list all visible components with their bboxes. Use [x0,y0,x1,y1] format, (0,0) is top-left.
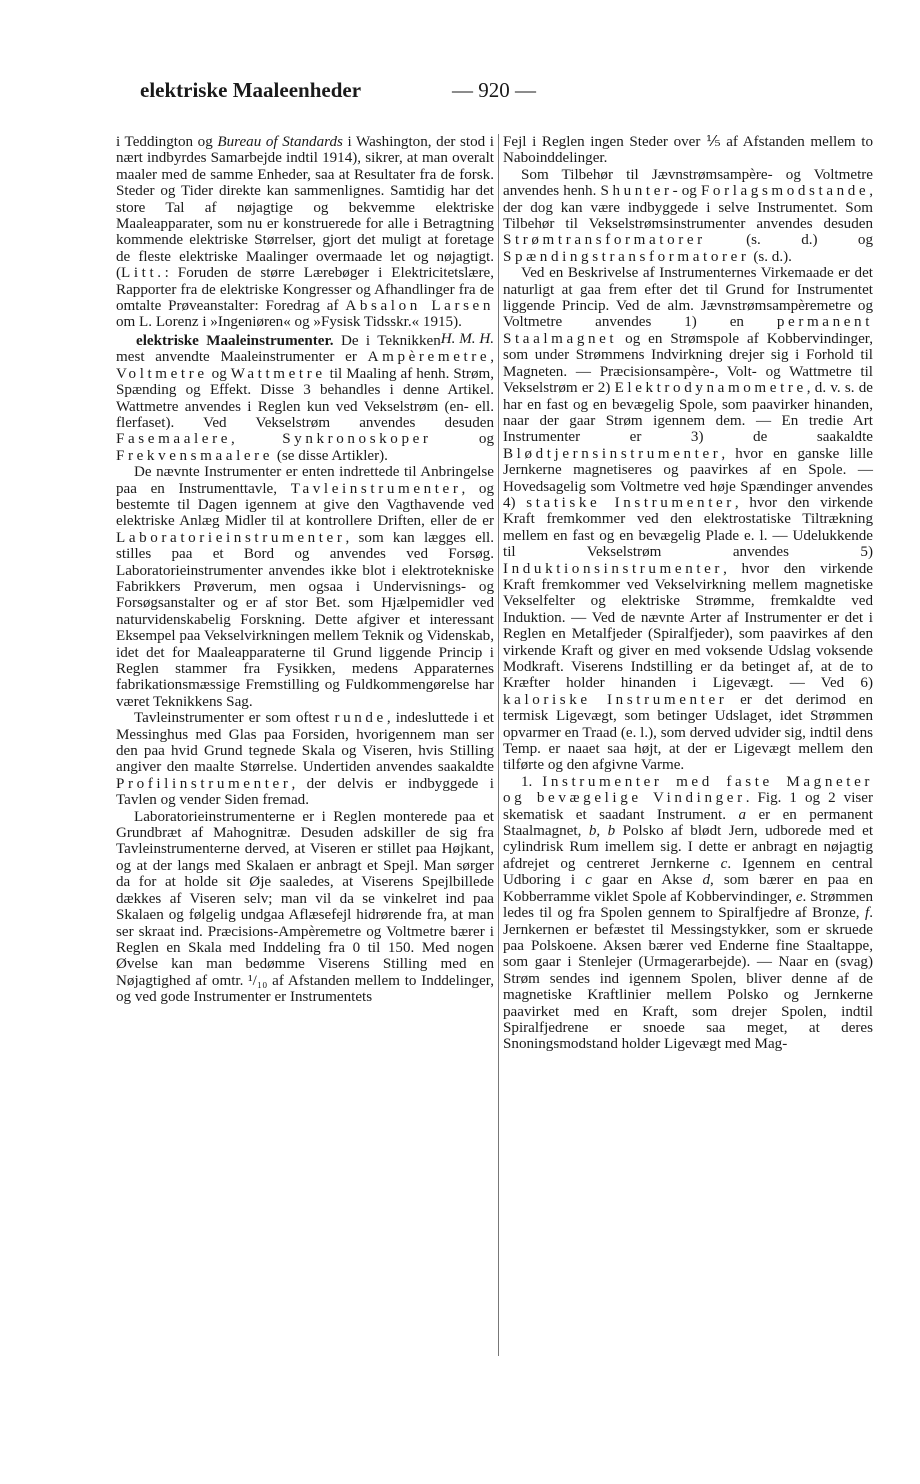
section-heading: Instrumenter med faste Magneter og bevægelige Vindinger [503,773,873,807]
paragraph: Ved en Beskrivelse af Instrumenternes Virkemaade er det naturligt at gaa frem efter det til Grund for Instrumentet liggende Princip. Ved de alm. Jævnstrømsampèremetre og Voltmetre anvendes 1) en permanent Staalmagnet og en Strømspole af Kobbervindinger, som under Strømmens Indvirkning drejer sig i Forhold til Magneten. — Præcisionsampère-, Volt- og Wattmetre til Vekselstrøm er 2) Elektrodynamometre, d. v. s. de har en fast og en bevægelig Spole, som paavirker hinanden, naar der gaar Strøm igennem dem. — En tredie Art Instrumenter er 3) de saakaldte Blødtjernsinstrumenter, hvor en ganske lille Jernkerne magnetiseres og paavirkes af en Spole. — Hovedsagelig som Voltmetre ved høje Spændinger anvendes 4) statiske Instrumenter, hvor den virkende Kraft fremkommer ved den elektrostatiske Tiltrækning mellem en fast og en bevægelig Plade e. l. — Udelukkende til Vekselstrøm anvendes 5) Induktionsinstrumenter, hvor den virkende Kraft fremkommer ved Vekselvirkning mellem magnetiske Vekselfelter og elektriske Strømme, fremkaldte ved Induktion. — Ved de nævnte Arter af Instrumenter er det i Reglen en Metalfjeder (Spiralfjeder), som paavirkes af den virkende Kraft og giver en med voksende Udslag voksende Modkraft. Viserens Indstilling er da betinget af, at de to Kræfter holder hinanden i Ligevægt. — Ved 6) kaloriske Instrumenter er det derimod en termisk Ligevægt, som betinger Udslaget, idet Strømmen opvarmer en Traad (e. l.), som derved udvider sig, indtil dens Temp. er naaet saa højt, at der er Ligevægt mellem den tilførte og den afgivne Varme. [503,265,873,774]
paragraph: i Teddington og Bureau of Standards i Washington, der stod i nært indbyrdes Samarbejde indtil 1914), sikrer, at man overalt maaler med de samme Enheder, saa at Resultater fra de forsk. Steder og Tider direkte kan sammenlignes. Samtidig har det store Tal af nøjagtige og bekvemme elektriske Maaleapparater, som nu er konstruerede for alle i Betragtning kommende elektriske Størrelser, gjort det muligt at foretage de fleste elektriske Maalinger overmaade let og nøjagtigt. (Litt.: Foruden de større Lærebøger i Elektricitetslære, Rapporter fra de elektriske Kongresser og Afhandlinger fra de omtalte Prøveanstalter: Foredrag af Absalon Larsen om L. Lorenz i »Ingeniøren« og »Fysisk Tidsskr.« 1915). H. M. H. [116,134,495,347]
running-title: elektriske Maaleenheder [140,78,362,102]
right-column [503,134,873,1053]
author-initials: H. M. H. [440,330,494,347]
page-number: — 920 — [452,78,536,102]
paragraph: Fejl i Reglen ingen Steder over ⅕ af Afstanden mellem to Naboinddelinger. [503,134,873,167]
running-header [140,78,880,108]
paragraph: Tavleinstrumenter er som oftest runde, indesluttede i et Messinghus med Glas paa Forsiden, hvorigennem man ser den paa hvid Grund tegnede Skala og Viseren, hvis Stilling angiver den maalte Størrelse. Undertiden anvendes saakaldte Profilinstrumenter, der delvis er indbyggede i Tavlen og vender Siden fremad. [116,710,494,809]
column-rule [498,134,499,1356]
left-column [116,134,494,1006]
paragraph: Som Tilbehør til Jævnstrømsampère- og Voltmetre anvendes henh. Shunter- og Forlagsmodstande, der dog kan være indbyggede i selve Instrumentet. Som Tilbehør til Vekselstrømsinstrumenter anvendes desuden Strømtransformatorer (s. d.) og Spændingstransformatorer (s. d.). [503,166,873,265]
paragraph: Laboratorieinstrumenterne er i Reglen monterede paa et Grundbræt af Mahognitræ. Desuden adskiller de sig fra Tavleinstrumenterne derved, at Viseren er stillet paa Højkant, og at der langs med Skalaen er anbragt et Spejl. Man sørger da for at holde sit Øje saaledes, at Viserens Spejlbillede dækkes af Viseren selv; man vil da se vinkelret ind paa Skalaen og følgelig undgaa Aflæsefejl hidrørende fra, at man ser skraat ind. Præcisions-Ampèremetre og Voltmetre bærer i Reglen en Skala med Inddeling fra 0 til 150. Med nogen Øvelse kan man bedømme Viserens Stilling med en Nøjagtighed af omtr. ¹/₁₀ af Afstanden mellem to Inddelinger, og ved gode Instrumenter er Instrumentets [116,808,494,1006]
paragraph: elektriske Maaleinstrumenter. De i Teknikken mest anvendte Maaleinstrumenter er Ampèremetre, Voltmetre og Wattmetre til Maaling af henh. Strøm, Spænding og Effekt. Disse 3 behandles i denne Artikel. Wattmetre anvendes i Reglen kun ved Vekselstrøm (en- ell. flerfaset). Ved Vekselstrøm anvendes desuden Fasemaalere, Synkronoskoper og Frekvensmaalere (se disse Artikler). [116,332,495,464]
paragraph: 1. Instrumenter med faste Magneter og bevægelige Vindinger. Fig. 1 og 2 viser skematisk et saadant Instrument. a er en permanent Staalmagnet, b, b Polsko af blødt Jern, udborede med et cylindrisk Rum imellem sig. I dette er anbragt en nøjagtig afdrejet og centreret Jernkerne c. Igennem en central Udboring i c gaar en Akse d, som bærer en paa en Kobberramme viklet Spole af Kobbervindinger, e. Strømmen ledes til og fra Spolen gennem to Spiralfjedre af Bronze, f. Jernkernen er befæstet til Messingstykker, som er skruede paa Polskoene. Aksen bærer ved Enderne fine Staaltappe, som gaar i Stenlejer (Urmagerarbejde). — Naar en (svag) Strøm sendes ind igennem Spolen, bliver denne af de magnetiske Kraftlinier mellem Polsko og Jernkerne paavirket med en Kraft, som drejer Spolen, indtil Spiralfjedrene er snoede saa meget, at deres Snoningsmodstand holder Ligevægt med Mag- [503,773,874,1053]
paragraph: De nævnte Instrumenter er enten indrettede til Anbringelse paa en Instrumenttavle, Tavleinstrumenter, og bestemte til Dagen igennem at give den Vagthavende ved elektriske Anlæg Midler til at kontrollere Driften, eller de er Laboratorieinstrumenter, som kan lægges ell. stilles paa et Bord og anvendes ved Forsøg. Laboratorieinstrumenter anvendes ikke blot i elektrotekniske Fabrikkers Prøverum, men ogsaa i Undervisnings- og Forsøgsanstalter og er af stor Bet. som Hjælpemidler ved naturvidenskabelig Forskning. Dette afgiver et interessant Eksempel paa Vekselvirkningen mellem Teknik og Videnskab, idet det for Maaleapparaterne til Grund liggende Princip i Reglen stammer fra Fysikken, medens Apparaternes fabrikationsmæssige Fremstilling og Fuldkommengørelse har været Teknikkens Sag. [116,464,495,710]
entry-heading: elektriske Maaleinstrumenter. [136,332,334,349]
